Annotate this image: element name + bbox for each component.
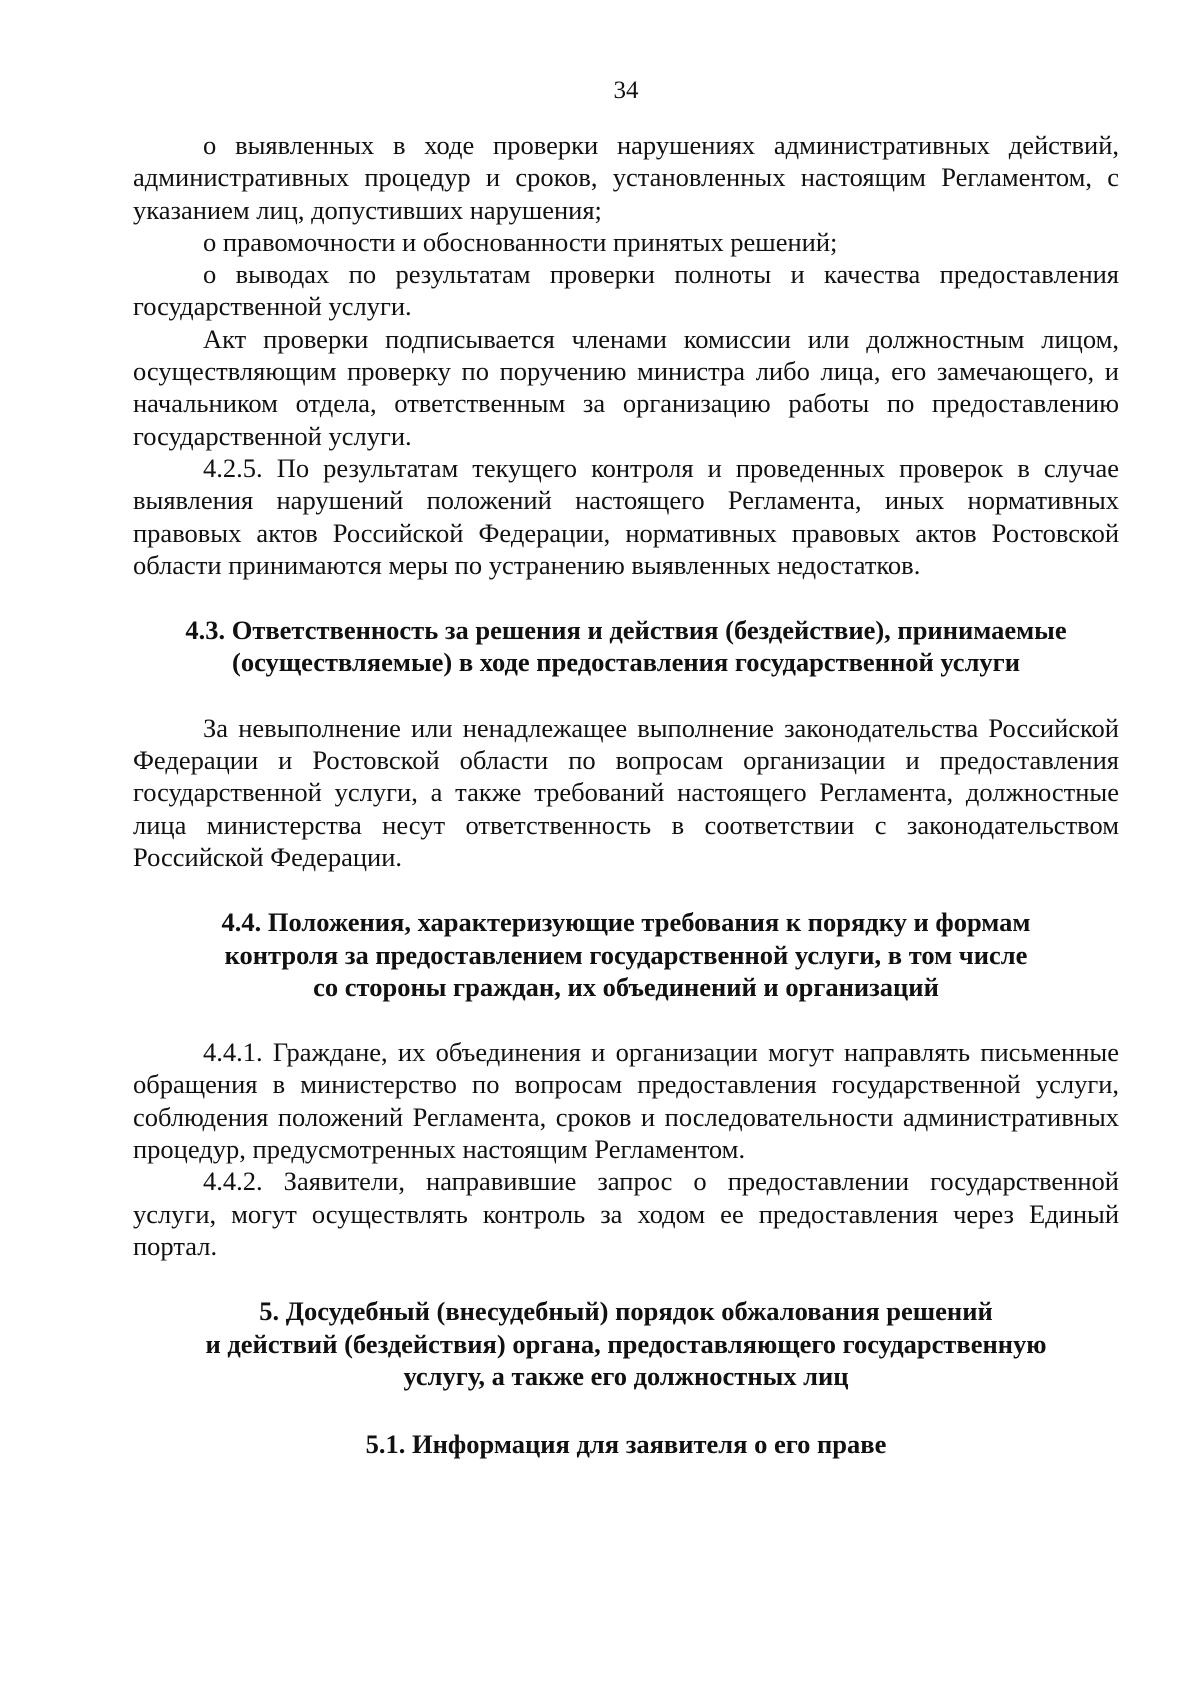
paragraph-4-4-1: 4.4.1. Граждане, их объединения и организации могут направлять письменные обращения в министерство по вопросам предоставления государственной услуги, соблюдения положений Регламента, сроков и последовательности административных процедур, предусмотренных настоящим Регламентом. <box>133 1037 1119 1165</box>
paragraph-conclusions: о выводах по результатам проверки полноты и качества предоставления государственной услуги. <box>133 259 1119 322</box>
page-number: 34 <box>613 77 639 104</box>
heading-4-3-line-2: (осуществляемые) в ходе предоставления государственной услуги <box>232 647 1020 678</box>
document-body <box>133 129 1119 1460</box>
paragraph-4-2-5: 4.2.5. По результатам текущего контроля и проведенных проверок в случае выявления нарушений положений настоящего Регламента, иных нормативных правовых актов Российской Федерации, нормативных правовых актов Ростовской области принимаются меры по устранению выявленных недостатков. <box>133 452 1119 580</box>
paragraph-act-signing: Акт проверки подписывается членами комиссии или должностным лицом, осуществляющим проверку по поручению министра либо лица, его замечающего, и начальником отдела, ответственным за организацию работы по предоставлению государственной услуги. <box>133 323 1119 451</box>
heading-4-4 <box>133 906 1119 1003</box>
heading-5 <box>133 1295 1119 1392</box>
paragraph-legitimacy: о правомочности и обоснованности принятых решений; <box>203 226 838 257</box>
heading-5-line-1: 5. Досудебный (внесудебный) порядок обжалования решений <box>259 1296 993 1327</box>
heading-4-3 <box>133 614 1119 679</box>
heading-5-line-2: и действий (бездействия) органа, предоставляющего государственную <box>205 1328 1047 1359</box>
heading-4-4-line-2: контроля за предоставлением государственной услуги, в том числе <box>224 939 1028 970</box>
paragraph-violations: о выявленных в ходе проверки нарушениях административных действий, административных процедур и сроков, установленных настоящим Регламентом, с указанием лиц, допустивших нарушения; <box>133 130 1119 225</box>
heading-4-4-line-3: со стороны граждан, их объединений и организаций <box>313 971 939 1002</box>
paragraph-4-4-2: 4.4.2. Заявители, направившие запрос о предоставлении государственной услуги, могут осуществлять контроль за ходом ее предоставления через Единый портал. <box>133 1166 1119 1261</box>
paragraph-4-3-responsibility: За невыполнение или ненадлежащее выполнение законодательства Российской Федерации и Ростовской области по вопросам организации и предоставления государственной услуги, а также требований настоящего Регламента, должностные лица министерства несут ответственность в соответствии с законодательством Российской Федерации. <box>133 712 1119 872</box>
heading-5-line-3: услугу, а также его должностных лиц <box>403 1360 849 1391</box>
heading-4-4-line-1: 4.4. Положения, характеризующие требования к порядку и формам <box>221 907 1031 938</box>
heading-5-1-line-1: 5.1. Информация для заявителя о его праве <box>365 1429 887 1460</box>
heading-4-3-line-1: 4.3. Ответственность за решения и действия (бездействие), принимаемые <box>185 615 1067 646</box>
heading-5-1 <box>133 1428 1119 1460</box>
